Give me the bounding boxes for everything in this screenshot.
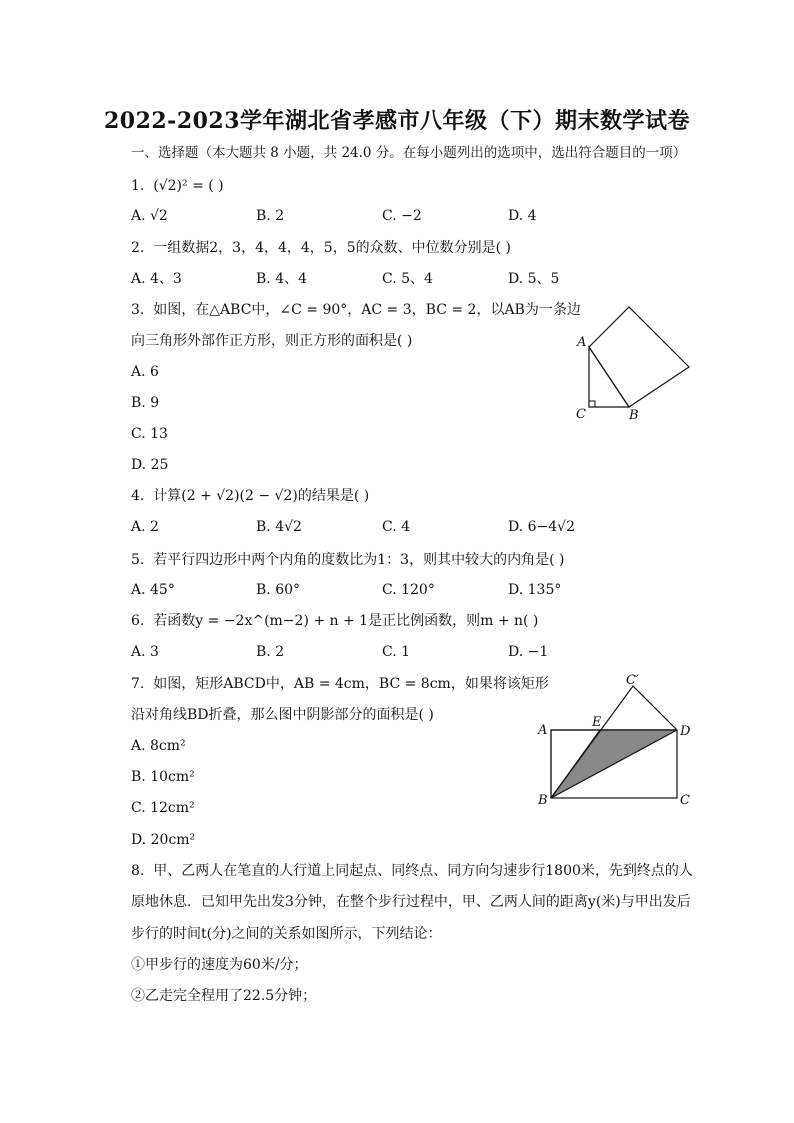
q3-option-b[interactable]: B. 9	[131, 395, 160, 411]
label-c: C	[576, 407, 586, 422]
question-2-stem: 2. 一组数据2，3，4，4，4，5，5的众数、中位数分别是( )	[131, 240, 511, 256]
triangle-shape	[589, 347, 629, 407]
q7-option-a[interactable]: A. 8cm²	[131, 738, 186, 754]
label-c: C	[680, 793, 690, 808]
q1-option-d[interactable]: D. 4	[508, 208, 537, 224]
question-4-stem: 4. 计算(2 + √2)(2 − √2)的结果是( )	[131, 488, 370, 504]
q3-option-d[interactable]: D. 25	[131, 457, 169, 473]
q4-option-c[interactable]: C. 4	[382, 519, 411, 535]
q7-figure	[530, 670, 705, 815]
q2-option-b[interactable]: B. 4、4	[256, 271, 308, 287]
q3-option-a[interactable]: A. 6	[131, 364, 159, 380]
question-6-stem: 6. 若函数y = −2x^(m−2) + n + 1是正比例函数，则m + n( )	[131, 613, 539, 629]
q2-option-a[interactable]: A. 4、3	[131, 271, 182, 287]
q5-option-d[interactable]: D. 135°	[508, 582, 562, 598]
label-d: D	[680, 724, 691, 739]
q7-option-d[interactable]: D. 20cm²	[131, 832, 196, 848]
q7-option-c[interactable]: C. 12cm²	[131, 800, 195, 816]
q6-option-a[interactable]: A. 3	[131, 644, 159, 660]
section-heading: 一、选择题（本大题共 8 小题，共 24.0 分。在每小题列出的选项中，选出符合题目的一项）	[131, 145, 687, 161]
label-b: B	[538, 793, 548, 808]
right-angle-mark	[589, 401, 595, 407]
question-8-conclusion-1: ①甲步行的速度为60米/分；	[131, 957, 308, 973]
q6-option-d[interactable]: D. −1	[508, 644, 549, 660]
q1-option-b[interactable]: B. 2	[256, 208, 285, 224]
label-e: E	[592, 715, 602, 730]
q5-option-a[interactable]: A. 45°	[131, 582, 175, 598]
q6-option-b[interactable]: B. 2	[256, 644, 285, 660]
q1-option-a[interactable]: A. √2	[131, 208, 168, 224]
question-3-stem-line2: 向三角形外部作正方形，则正方形的面积是( )	[131, 333, 413, 349]
q4-option-a[interactable]: A. 2	[131, 519, 159, 535]
question-3-stem-line1: 3. 如图，在△ABC中，∠C = 90°，AC = 3，BC = 2，以AB为一条边	[131, 302, 581, 318]
label-a: A	[577, 335, 587, 350]
q5-option-b[interactable]: B. 60°	[256, 582, 301, 598]
question-1-stem: 1. (√2)² = ( )	[131, 178, 224, 194]
question-7-stem-line2: 沿对角线BD折叠，那么图中阴影部分的面积是( )	[131, 707, 434, 723]
q1-option-c[interactable]: C. −2	[382, 208, 422, 224]
square-shape	[589, 307, 689, 407]
q2-option-d[interactable]: D. 5、5	[508, 271, 560, 287]
shaded-triangle	[551, 730, 677, 798]
question-5-stem: 5. 若平行四边形中两个内角的度数比为1：3，则其中较大的内角是( )	[131, 552, 565, 568]
q7-option-b[interactable]: B. 10cm²	[131, 769, 195, 785]
question-8-line1: 8. 甲、乙两人在笔直的人行道上同起点、同终点、同方向匀速步行1800米，先到终点的人	[131, 863, 693, 879]
question-8-conclusion-2: ②乙走完全程用了22.5分钟；	[131, 988, 317, 1004]
label-a: A	[538, 723, 548, 738]
label-c-prime: C′	[626, 673, 639, 688]
page-title: 2022-2023学年湖北省孝感市八年级（下）期末数学试卷	[103, 108, 691, 134]
q4-option-b[interactable]: B. 4√2	[256, 519, 302, 535]
q3-option-c[interactable]: C. 13	[131, 426, 168, 442]
question-8-line3: 步行的时间t(分)之间的关系如图所示，下列结论：	[131, 926, 442, 942]
q4-option-d[interactable]: D. 6−4√2	[508, 519, 575, 535]
question-7-stem-line1: 7. 如图，矩形ABCD中，AB = 4cm，BC = 8cm，如果将该矩形	[131, 676, 549, 692]
question-8-line2: 原地休息．已知甲先出发3分钟，在整个步行过程中，甲、乙两人间的距离y(米)与甲出发后	[131, 894, 691, 910]
q3-figure	[570, 300, 700, 430]
q2-option-c[interactable]: C. 5、4	[382, 271, 433, 287]
q5-option-c[interactable]: C. 120°	[382, 582, 435, 598]
q6-option-c[interactable]: C. 1	[382, 644, 411, 660]
label-b: B	[629, 408, 639, 423]
